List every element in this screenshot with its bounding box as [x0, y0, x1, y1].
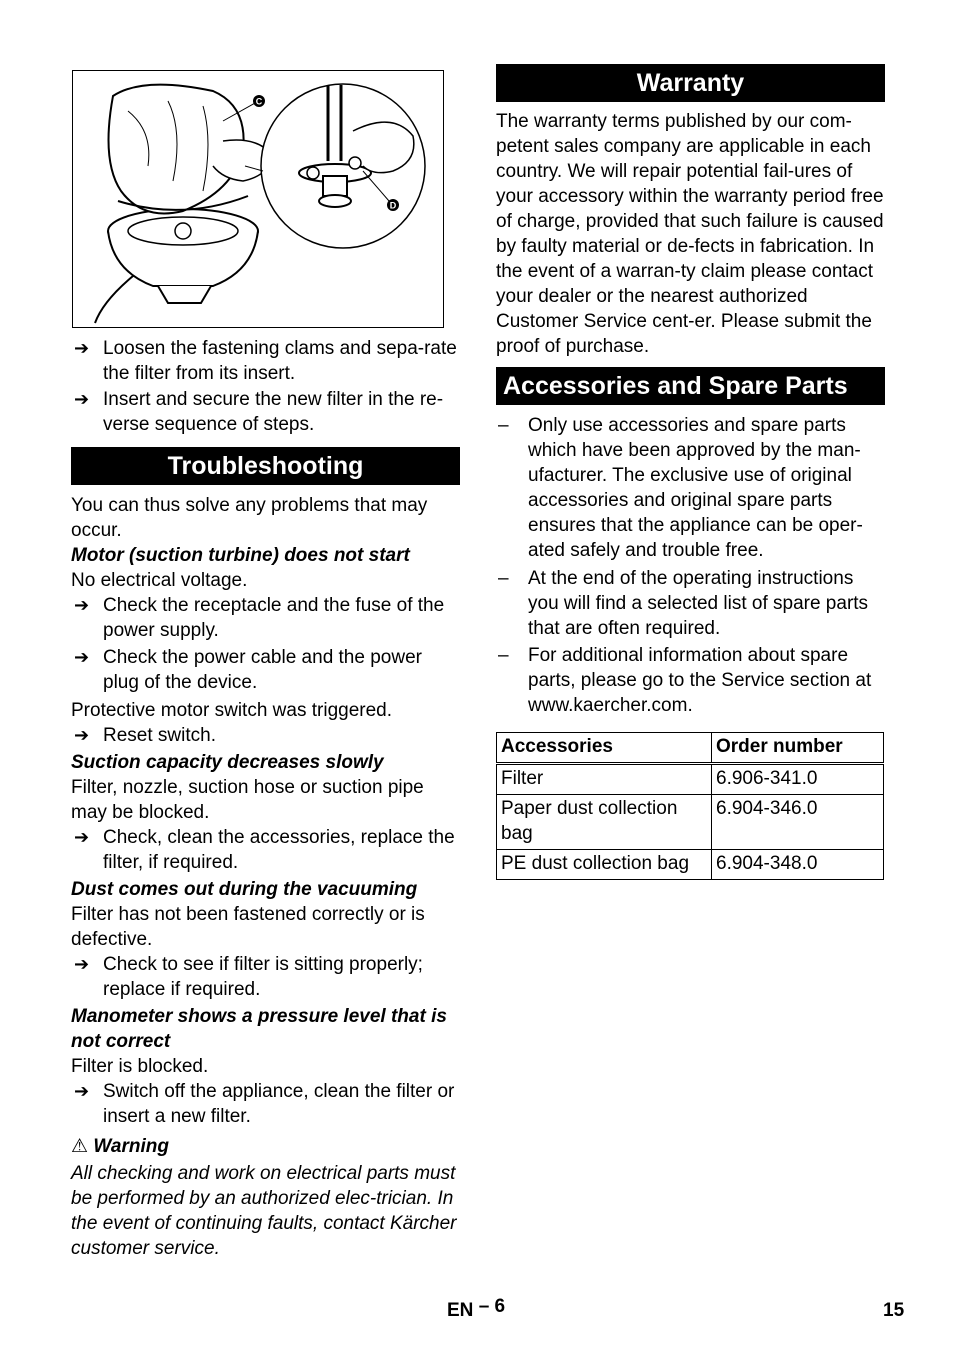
page-number: 15	[883, 1300, 905, 1321]
table-cell: PE dust collection bag	[497, 850, 712, 880]
troubleshooting-heading: Troubleshooting	[71, 447, 460, 485]
arrow-right-icon: ➔	[74, 1081, 90, 1101]
instruction-step: ➔ Reset switch.	[74, 725, 216, 746]
arrow-right-icon: ➔	[74, 725, 90, 745]
warning-triangle-icon: ⚠	[71, 1136, 89, 1157]
suction-heading: Suction capacity decreases slowly	[71, 752, 384, 773]
table-header-row	[497, 733, 884, 764]
dust-cause: Filter has not been fastened correctly or is defective.	[71, 904, 425, 950]
suction-cause: Filter, nozzle, suction hose or suction pipe may be blocked.	[71, 777, 424, 823]
motor-cause: Protective motor switch was triggered.	[71, 700, 393, 721]
dash-bullet-icon: –	[498, 415, 509, 436]
arrow-right-icon: ➔	[74, 827, 90, 847]
left-column	[71, 336, 460, 1261]
instruction-step: ➔ Switch off the appliance, clean the filter or insert a new filter.	[74, 1081, 455, 1127]
motor-cause: No electrical voltage.	[71, 570, 248, 591]
table-cell: 6.906-341.0	[712, 764, 884, 795]
table-row	[497, 764, 884, 795]
arrow-right-icon: ➔	[74, 595, 90, 615]
manometer-heading: Manometer shows a pressure level that is not correct	[71, 1006, 447, 1052]
instruction-step: ➔ Check to see if filter is sitting properly; replace if required.	[74, 954, 423, 1000]
instruction-step: ➔ Check the receptacle and the fuse of the power supply.	[74, 595, 445, 641]
instruction-step: ➔ Insert and secure the new filter in the re-verse sequence of steps.	[74, 389, 444, 435]
dash-bullet-icon: –	[498, 645, 509, 666]
warranty-heading: Warranty	[496, 64, 885, 102]
warranty-text: The warranty terms published by our com-petent sales company are applicable in each country. We will repair potential fail-ures of your accessory within the warranty period free of charge, provided that such failure is caused by faulty material or de-fects in fabrication. In the event of a warran-ty claim please contact your dealer or the nearest authorized Customer Service cent-er. Please submit the proof of purchase.	[496, 111, 884, 357]
accessories-heading: Accessories and Spare Parts	[496, 367, 885, 405]
instruction-step: ➔ Check the power cable and the power plug of the device.	[74, 647, 422, 693]
arrow-right-icon: ➔	[74, 954, 90, 974]
warning-heading: ⚠ Warning	[71, 1136, 169, 1157]
list-item: – For additional information about spare parts, please go to the Service section at www.kaercher.com.	[498, 645, 872, 716]
table-header-cell: Accessories	[497, 733, 712, 764]
filter-drawing	[73, 71, 443, 327]
table-row	[497, 795, 884, 850]
right-column	[496, 64, 885, 880]
accessories-table	[496, 732, 884, 880]
table-cell: 6.904-348.0	[712, 850, 884, 880]
filter-illustration	[72, 70, 444, 328]
motor-heading: Motor (suction turbine) does not start	[71, 545, 410, 566]
arrow-right-icon: ➔	[74, 389, 90, 409]
callout-d-label: D	[389, 200, 397, 211]
warning-text: All checking and work on electrical parts must be performed by an authorized elec-trician. In the event of continuing faults, contact Kärcher customer service.	[71, 1163, 457, 1259]
footer-section-label: EN – 6	[447, 1296, 506, 1321]
table-cell: Filter	[497, 764, 712, 795]
manometer-cause: Filter is blocked.	[71, 1056, 209, 1077]
list-item: – Only use accessories and spare parts which have been approved by the man-ufacturer. The exclusive use of original accessories and original spare parts ensures that the appliance can be oper-ated safely and trouble free.	[498, 415, 863, 561]
instruction-step: ➔ Loosen the fastening clams and sepa-rate the filter from its insert.	[74, 338, 457, 384]
dust-heading: Dust comes out during the vacuuming	[71, 879, 418, 900]
table-row	[497, 850, 884, 880]
troubleshooting-intro: You can thus solve any problems that may occur.	[71, 495, 428, 541]
arrow-right-icon: ➔	[74, 338, 90, 358]
instruction-step: ➔ Check, clean the accessories, replace the filter, if required.	[74, 827, 455, 873]
table-cell: 6.904-346.0	[712, 795, 884, 850]
table-header-cell: Order number	[712, 733, 884, 764]
table-cell: Paper dust collection bag	[497, 795, 712, 850]
arrow-right-icon: ➔	[74, 647, 90, 667]
list-item: – At the end of the operating instructions you will find a selected list of spare parts that are often required.	[498, 568, 869, 639]
callout-c-label: C	[255, 96, 263, 107]
dash-bullet-icon: –	[498, 568, 509, 589]
